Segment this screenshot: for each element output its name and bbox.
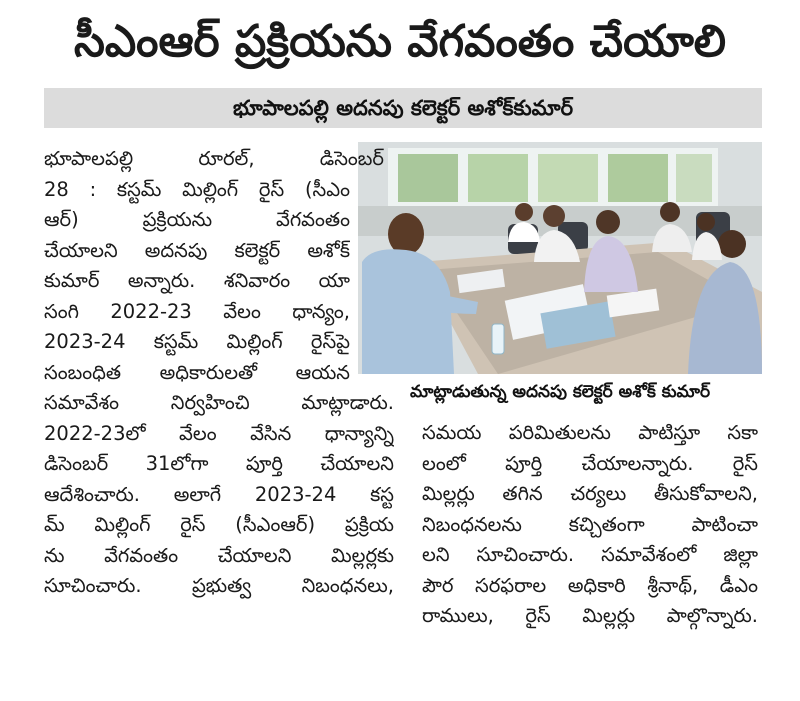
article-line: ను వేగవంతం చేయాలని మిల్లర్లకు xyxy=(44,543,394,567)
photo-caption: మాట్లాడుతున్న అదనపు కలెక్టర్ అశోక్ కుమార్ xyxy=(409,382,711,402)
article-right-column xyxy=(422,418,758,632)
article-line: సూచించారు. ప్రభుత్వ నిబంధనలు, xyxy=(44,574,394,597)
article-line: పౌర సరఫరాల అధికారి శ్రీనాథ్, డీఎం xyxy=(422,573,758,597)
article-line: మిల్లర్లు తగిన చర్యలు తీసుకోవాలని, xyxy=(422,482,758,505)
article-line: సంబంధిత అధికారులతో ఆయన xyxy=(44,360,350,384)
headline: సీఎంఆర్ ప్రక్రియను వేగవంతం చేయాలి xyxy=(73,16,727,67)
article-line: లంలో పూర్తి చేయాలన్నారు. రైస్ xyxy=(422,451,758,475)
article-line: మ్ మిల్లింగ్ రైస్ (సీఎంఆర్) ప్రక్రియ xyxy=(44,513,394,536)
meeting-photo-illustration xyxy=(358,142,762,374)
article-line: సమయ పరిమితులను పాటిస్తూ సకా xyxy=(422,421,758,444)
article-line: సమావేశం నిర్వహించి మాట్లాడారు. xyxy=(44,391,394,414)
article-line: డిసెంబర్ 31లోగా పూర్తి చేయాలని xyxy=(44,452,394,475)
article-line: కుమార్ అన్నారు. శనివారం యా xyxy=(44,269,350,292)
news-photo xyxy=(358,142,762,374)
article-line: ఆదేశించారు. అలాగే 2023-24 కస్ట xyxy=(44,482,394,506)
article-line: లని సూచించారు. సమావేశంలో జిల్లా xyxy=(422,543,758,566)
article-line: నిబంధనలను కచ్చితంగా పాటించా xyxy=(422,512,758,536)
subheadline: భూపాలపల్లి అదనపు కలెక్టర్ అశోక్‌కుమార్ xyxy=(232,96,574,120)
article-line: భూపాలపల్లి రూరల్, డిసెంబర్ xyxy=(44,147,384,170)
article-line: రాములు, రైస్ మిల్లర్లు పాల్గొన్నారు. xyxy=(422,604,758,627)
article-line: 2022-23లో వేలం వేసిన ధాన్యాన్ని xyxy=(44,421,394,445)
article-line: చేయాలని అదనపు కలెక్టర్ అశోక్ xyxy=(44,238,350,262)
article-line: సంగి 2022-23 వేలం ధాన్యం, xyxy=(44,299,350,323)
article-line: 28 : కస్టమ్ మిల్లింగ్ రైస్ (సీఎం xyxy=(44,177,350,201)
article-line: 2023-24 కస్టమ్ మిల్లింగ్ రైస్‌పై xyxy=(44,330,350,353)
article-line: ఆర్) ప్రక్రియను వేగవంతం xyxy=(44,208,350,231)
article-left-column xyxy=(44,144,394,602)
